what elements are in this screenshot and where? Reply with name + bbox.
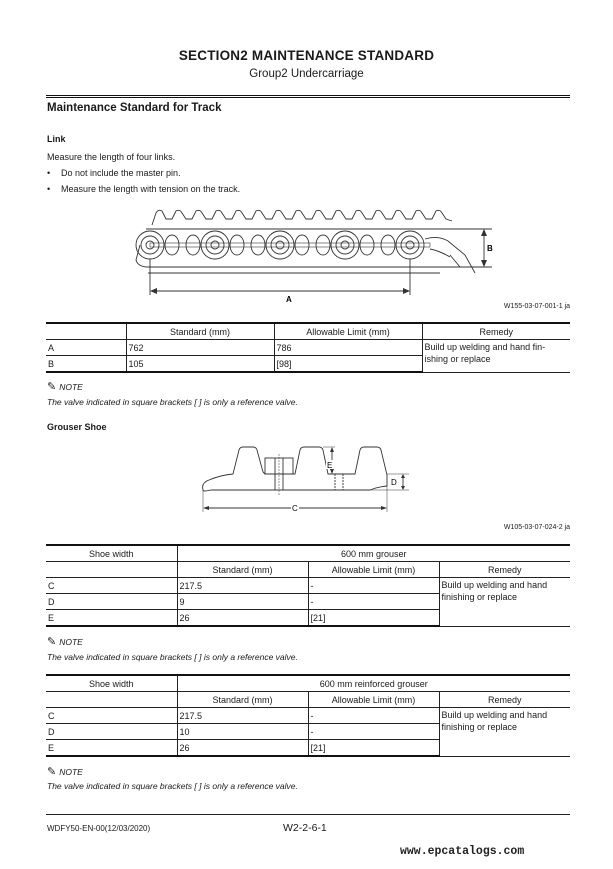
section-title: SECTION2 MAINTENANCE STANDARD [178,48,435,63]
label-d: D [391,478,397,487]
standard-cell: 217.5 [177,708,308,724]
bullet-item: • Measure the length with tension on the track. [47,184,241,194]
remedy-cell: Build up welding and hand finishing or replace [439,578,570,627]
label-e: E [327,461,333,470]
figure-reference: W105-03-07-024-2 ja [503,524,570,531]
item-cell: D [46,724,177,740]
page-number: W2-2-6-1 [283,822,327,834]
remedy-cell: Build up welding and hand finishing or replace [439,708,570,757]
limit-cell: [98] [274,356,422,373]
document-code: WDFY50-EN-00(12/03/2020) [47,824,151,833]
grouser-standard-table [46,544,570,627]
standard-cell: 217.5 [177,578,308,594]
standard-cell: 9 [177,594,308,610]
header-cell [46,562,177,578]
item-cell: B [46,356,126,373]
label-b: B [487,244,493,253]
pencil-icon: ✎ [47,381,57,393]
bullet-item: • Do not include the master pin. [47,168,181,178]
table-header-row [46,323,570,340]
item-cell: A [46,340,126,356]
shoe-width-label: Shoe width [46,675,177,692]
table-row [46,340,570,356]
header-cell: Remedy [439,692,570,708]
table-header-row [46,562,570,578]
header-cell: Remedy [439,562,570,578]
table-header-row [46,692,570,708]
header-cell: Standard (mm) [177,692,308,708]
table-row [46,708,570,724]
header-cell: Remedy [422,323,570,340]
item-cell: E [46,610,177,627]
watermark: www.epcatalogs.com [400,845,525,858]
note-text: The valve indicated in square brackets [ ] is only a reference valve. [47,652,298,662]
table-header-row [46,545,570,562]
note-text: The valve indicated in square brackets [ ] is only a reference valve. [47,781,298,791]
limit-cell: [21] [308,610,439,627]
header-cell: Allowable Limit (mm) [308,692,439,708]
header-cell [46,692,177,708]
remedy-cell: Build up welding and hand fin-ishing or replace [422,340,570,373]
link-standard-table [46,322,570,373]
standard-cell: 26 [177,610,308,627]
limit-cell: 786 [274,340,422,356]
item-cell: C [46,578,177,594]
link-intro: Measure the length of four links. [47,152,176,162]
header-cell: Allowable Limit (mm) [308,562,439,578]
note-label: ✎ NOTE [47,636,83,648]
shoe-type: 600 mm grouser [177,545,570,562]
item-cell: C [46,708,177,724]
note-text: The valve indicated in square brackets [ ] is only a reference valve. [47,397,298,407]
standard-cell: 105 [126,356,274,373]
pencil-icon: ✎ [47,636,57,648]
group-title: Group2 Undercarriage [249,68,364,80]
label-a: A [286,295,292,304]
link-heading: Link [47,134,66,144]
item-cell: D [46,594,177,610]
limit-cell: [21] [308,740,439,757]
note-label: ✎ NOTE [47,381,83,393]
table-header-row [46,675,570,692]
track-link-diagram [120,205,500,305]
header-cell: Standard (mm) [126,323,274,340]
standard-cell: 10 [177,724,308,740]
shoe-width-label: Shoe width [46,545,177,562]
limit-cell: - [308,708,439,724]
note-label: ✎ NOTE [47,766,83,778]
header-divider [46,95,570,98]
page-heading: Maintenance Standard for Track [47,102,222,114]
footer-divider [46,814,570,815]
limit-cell: - [308,724,439,740]
standard-cell: 26 [177,740,308,757]
grouser-shoe-diagram [195,440,415,520]
item-cell: E [46,740,177,757]
figure-reference: W155-03-07-001-1 ja [503,303,570,310]
limit-cell: - [308,578,439,594]
table-row [46,578,570,594]
shoe-type: 600 mm reinforced grouser [177,675,570,692]
standard-cell: 762 [126,340,274,356]
pencil-icon: ✎ [47,766,57,778]
header-cell [46,323,126,340]
limit-cell: - [308,594,439,610]
grouser-heading: Grouser Shoe [47,422,107,432]
header-cell: Allowable Limit (mm) [274,323,422,340]
header-cell: Standard (mm) [177,562,308,578]
label-c: C [292,504,298,513]
reinforced-grouser-table [46,674,570,757]
